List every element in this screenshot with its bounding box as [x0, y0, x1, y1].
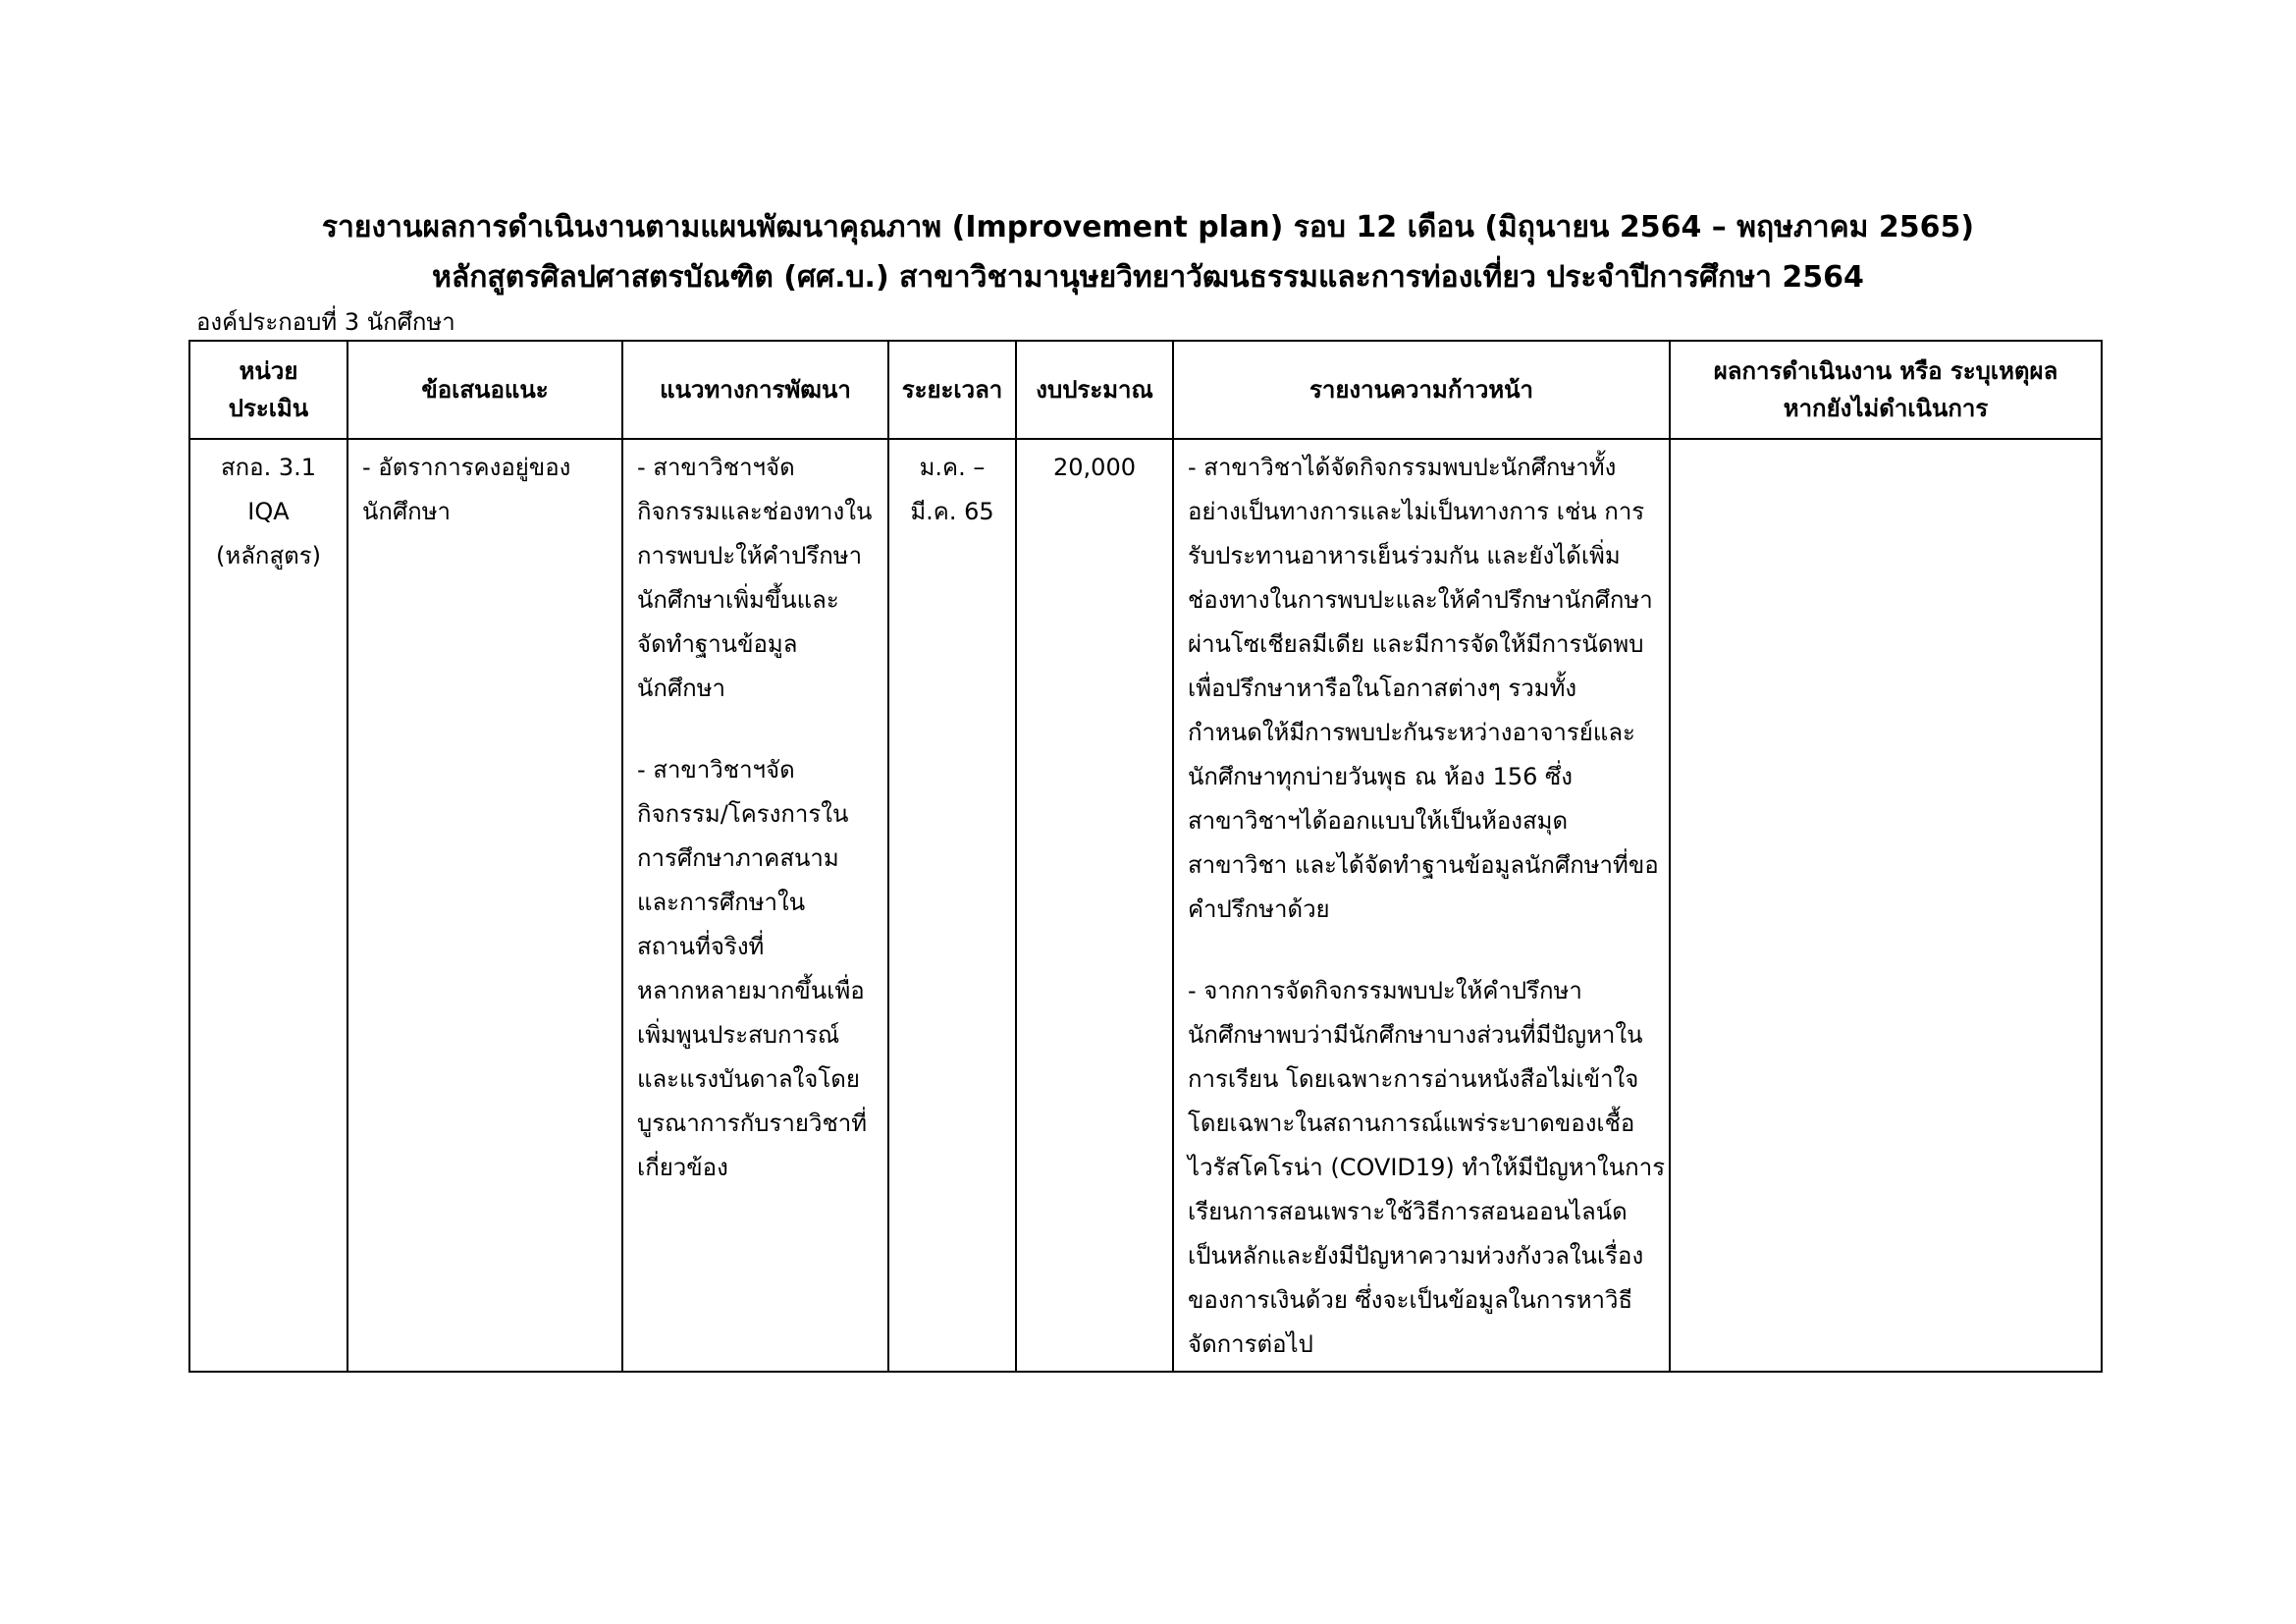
progress-line: กำหนดให้มีการพบปะกันระหว่างอาจารย์และ	[1188, 719, 1635, 746]
header-suggestion: ข้อเสนอแนะ	[347, 341, 622, 439]
document-title: รายงานผลการดำเนินงานตามแผนพัฒนาคุณภาพ (Improvement plan) รอบ 12 เดือน (มิถุนายน 2564 – พฤษภาคม 2565)	[321, 210, 1975, 244]
progress-line: สาขาวิชาฯได้ออกแบบให้เป็นห้องสมุด	[1188, 807, 1569, 835]
header-result	[1670, 341, 2102, 439]
progress-line: รับประทานอาหารเย็นร่วมกัน และยังได้เพิ่ม	[1188, 542, 1621, 569]
progress-line: นักศึกษาทุกบ่ายวันพุธ ณ ห้อง 156 ซึ่ง	[1188, 763, 1574, 790]
suggestion-line: นักศึกษา	[362, 498, 451, 525]
approach-line: จัดทำฐานข้อมูล	[637, 630, 798, 658]
header-progress: รายงานความก้าวหน้า	[1173, 341, 1670, 439]
approach-line: และแรงบันดาลใจโดย	[637, 1065, 860, 1093]
progress-line: ของการเงินด้วย ซึ่งจะเป็นข้อมูลในการหาวิธี	[1188, 1286, 1633, 1314]
approach-line: และการศึกษาใน	[637, 889, 806, 916]
approach-line: นักศึกษา	[637, 675, 725, 702]
cell-unit	[189, 439, 347, 1372]
progress-line: อย่างเป็นทางการและไม่เป็นทางการ เช่น การ	[1188, 498, 1645, 525]
progress-line: ช่องทางในการพบปะและให้คำปรึกษานักศึกษา	[1188, 586, 1653, 614]
approach-line: - สาขาวิชาฯจัด	[637, 454, 795, 481]
progress-line: ผ่านโซเชียลมีเดีย และมีการจัดให้มีการนัดพบ	[1188, 630, 1644, 658]
cell-result	[1670, 439, 2102, 1372]
cell-progress	[1173, 439, 1670, 1372]
progress-paragraph	[1188, 446, 1659, 932]
cell-suggestion	[347, 439, 622, 1372]
approach-line: - สาขาวิชาฯจัด	[637, 756, 795, 784]
progress-line: ไวรัสโคโรน่า (COVID19) ทำให้มีปัญหาในการ	[1188, 1154, 1666, 1181]
approach-line: บูรณาการกับรายวิชาที่	[637, 1110, 868, 1137]
approach-paragraph	[637, 748, 874, 1190]
progress-line: สาขาวิชา และได้จัดทำฐานข้อมูลนักศึกษาที่ขอ	[1188, 851, 1659, 879]
period-line: มี.ค. 65	[910, 498, 994, 525]
approach-line: สถานที่จริงที่	[637, 933, 765, 960]
progress-line: เรียนการสอนเพราะใช้วิธีการสอนออนไลน์ด	[1188, 1198, 1628, 1225]
approach-line: เกี่ยวข้อง	[637, 1154, 728, 1181]
header-unit	[189, 341, 347, 439]
header-period: ระยะเวลา	[888, 341, 1016, 439]
approach-line: การศึกษาภาคสนาม	[637, 844, 839, 872]
progress-line: เป็นหลักและยังมีปัญหาความห่วงกังวลในเรื่อง	[1188, 1242, 1644, 1270]
cell-period	[888, 439, 1016, 1372]
progress-paragraph	[1188, 969, 1666, 1367]
unit-line: IQA	[247, 498, 290, 525]
approach-line: นักศึกษาเพิ่มขึ้นและ	[637, 586, 839, 614]
approach-line: กิจกรรม/โครงการใน	[637, 800, 849, 828]
progress-line: จัดการต่อไป	[1188, 1330, 1313, 1358]
improvement-plan-table	[188, 340, 2103, 1373]
unit-line: (หลักสูตร)	[216, 542, 321, 569]
progress-line: การเรียน โดยเฉพาะการอ่านหนังสือไม่เข้าใจ	[1188, 1065, 1639, 1093]
approach-line: หลากหลายมากขึ้นเพื่อ	[637, 977, 865, 1004]
component-label: องค์ประกอบที่ 3 นักศึกษา	[196, 308, 455, 336]
progress-line: คำปรึกษาด้วย	[1188, 895, 1330, 923]
progress-line: - จากการจัดกิจกรรมพบปะให้คำปรึกษา	[1188, 977, 1582, 1004]
header-unit-line: หน่วย	[239, 357, 298, 385]
header-result-line: ผลการดำเนินงาน หรือ ระบุเหตุผล	[1713, 357, 2058, 385]
progress-line: โดยเฉพาะในสถานการณ์แพร่ระบาดของเชื้อ	[1188, 1110, 1635, 1137]
approach-paragraph	[637, 446, 874, 711]
header-budget: งบประมาณ	[1016, 341, 1173, 439]
progress-line: - สาขาวิชาได้จัดกิจกรรมพบปะนักศึกษาทั้ง	[1188, 454, 1617, 481]
approach-line: กิจกรรมและช่องทางใน	[637, 498, 873, 525]
progress-line: นักศึกษาพบว่ามีนักศึกษาบางส่วนที่มีปัญหาใน	[1188, 1021, 1643, 1049]
period-line: ม.ค. –	[919, 454, 986, 481]
header-unit-line: ประเมิน	[228, 395, 309, 422]
program-title: หลักสูตรศิลปศาสตรบัณฑิต (ศศ.บ.) สาขาวิชามานุษยวิทยาวัฒนธรรมและการท่องเที่ยว ประจำปีการศึกษา 2564	[432, 260, 1864, 295]
unit-line: สกอ. 3.1	[220, 454, 317, 481]
header-result-line: หากยังไม่ดำเนินการ	[1783, 395, 1989, 422]
approach-line: การพบปะให้คำปรึกษา	[637, 542, 863, 569]
progress-line: เพื่อปรึกษาหารือในโอกาสต่างๆ รวมทั้ง	[1188, 675, 1577, 702]
header-approach: แนวทางการพัฒนา	[622, 341, 888, 439]
cell-budget: 20,000	[1016, 439, 1173, 1372]
table-row	[189, 439, 2102, 1372]
approach-line: เพิ่มพูนประสบการณ์	[637, 1021, 840, 1049]
suggestion-line: - อัตราการคงอยู่ของ	[362, 454, 571, 481]
cell-approach	[622, 439, 888, 1372]
table-header-row	[189, 341, 2102, 439]
